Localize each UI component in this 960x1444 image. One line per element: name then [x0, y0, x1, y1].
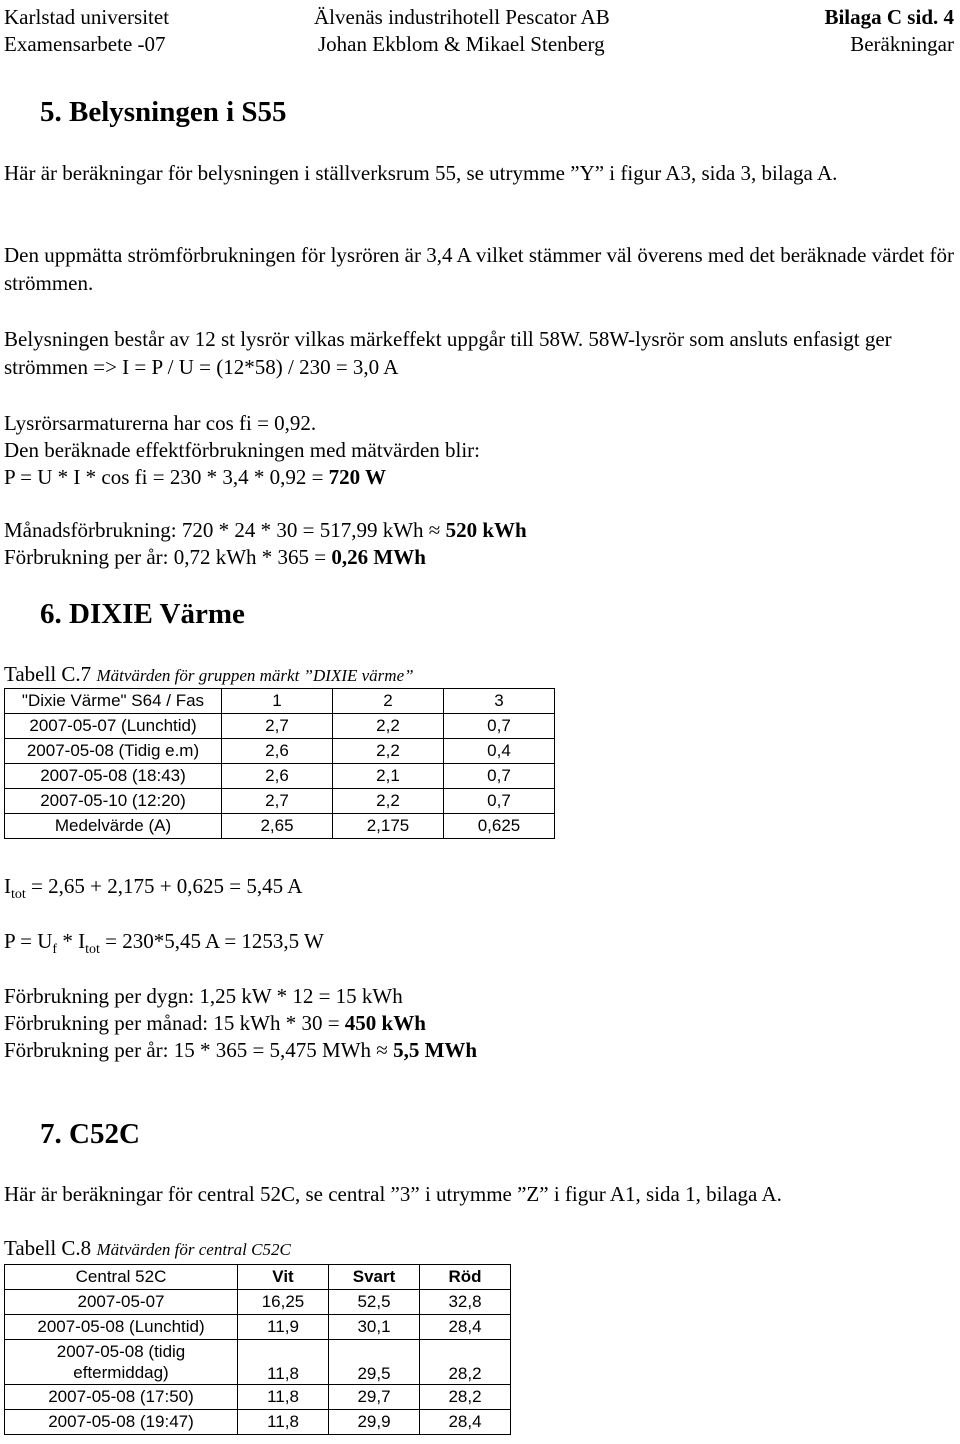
- section-5-yearly: Förbrukning per år: 0,72 kWh * 365 = 0,26 MWh: [4, 545, 426, 569]
- header-authors: Johan Ekblom & Mikael Stenberg: [318, 32, 605, 56]
- table-cell: Vit: [238, 1265, 329, 1290]
- table-cell: 11,8: [238, 1410, 329, 1435]
- section-7-title: 7. C52C: [40, 1118, 140, 1150]
- table-row: [5, 1385, 511, 1410]
- table-row: [5, 1265, 511, 1290]
- header-appendix: Bilaga C sid. 4: [824, 5, 954, 29]
- table-cell: Medelvärde (A): [5, 814, 222, 839]
- table-row: [5, 1410, 511, 1435]
- table-cell: 52,5: [329, 1290, 420, 1315]
- table-cell: 30,1: [329, 1315, 420, 1340]
- table-row: [5, 714, 555, 739]
- table-cell: 2,175: [333, 814, 444, 839]
- section-5-paragraph-2: Den uppmätta strömförbrukningen för lysrören är 3,4 A vilket stämmer väl överens med det beräknade värdet för strömmen.: [4, 243, 954, 295]
- table-cell: 0,7: [444, 714, 555, 739]
- table-cell: Svart: [329, 1265, 420, 1290]
- table-cell: 28,2: [420, 1385, 511, 1410]
- table-cell: 0,625: [444, 814, 555, 839]
- table-cell: 2,2: [333, 739, 444, 764]
- power-formula: $P = U_f * I_{tot} = 230*5,45$ A = 1253,5 W: [4, 929, 324, 957]
- table-cell: 1: [222, 689, 333, 714]
- table-cell: 2,2: [333, 714, 444, 739]
- table-cell: 2007-05-08 (Lunchtid): [5, 1315, 238, 1340]
- table-cell: 2: [333, 689, 444, 714]
- header-thesis: Examensarbete -07: [4, 32, 166, 56]
- table-cell: 28,4: [420, 1410, 511, 1435]
- table-row: [5, 764, 555, 789]
- section-5-paragraph-3: Belysningen består av 12 st lysrör vilkas märkeffekt uppgår till 58W. 58W-lysrör som ansluts enfasigt ger strömmen => I = P / U = (12*58) / 230 = 3,0 A: [4, 327, 892, 379]
- header-company: Älvenäs industrihotell Pescator AB: [314, 5, 610, 29]
- section-5-cosfi: Lysrörsarmaturerna har cos fi = 0,92.: [4, 411, 317, 435]
- table-cell: 2007-05-08 (18:43): [5, 764, 222, 789]
- table-cell: 29,5: [329, 1340, 420, 1385]
- table-cell: 2007-05-08 (tidig eftermiddag): [5, 1340, 238, 1385]
- section-5-power-calc: P = U * I * cos fi = 230 * 3,4 * 0,92 = 720 W: [4, 465, 387, 489]
- table-cell: 2007-05-08 (19:47): [5, 1410, 238, 1435]
- table-cell: 2,2: [333, 789, 444, 814]
- table-cell: 0,7: [444, 789, 555, 814]
- table-cell: 32,8: [420, 1290, 511, 1315]
- table-cell: 2007-05-07: [5, 1290, 238, 1315]
- table-cell: 28,2: [420, 1340, 511, 1385]
- table-cell: 11,8: [238, 1385, 329, 1410]
- table-cell: 28,4: [420, 1315, 511, 1340]
- table-cell: 2007-05-07 (Lunchtid): [5, 714, 222, 739]
- table-cell: Röd: [420, 1265, 511, 1290]
- table-cell: 2,6: [222, 739, 333, 764]
- table-cell: 2007-05-10 (12:20): [5, 789, 222, 814]
- table-cell: 2007-05-08 (Tidig e.m): [5, 739, 222, 764]
- table-cell: 2007-05-08 (17:50): [5, 1385, 238, 1410]
- table-row: [5, 1290, 511, 1315]
- table-cell: 11,9: [238, 1315, 329, 1340]
- itot-formula: $I_{tot} = 2,65 + 2,175 + 0,625 = 5,45$ A: [4, 874, 303, 902]
- section-5-calc-intro: Den beräknade effektförbrukningen med mätvärden blir:: [4, 438, 481, 462]
- table-cell: 2,7: [222, 789, 333, 814]
- table-cell: Central 52C: [5, 1265, 238, 1290]
- consumption-year: Förbrukning per år: 15 * 365 = 5,475 MWh ≈ 5,5 MWh: [4, 1038, 478, 1062]
- consumption-month: Förbrukning per månad: 15 kWh * 30 = 450 kWh: [4, 1011, 426, 1035]
- section-6-title: 6. DIXIE Värme: [40, 598, 245, 630]
- header-university: Karlstad universitet: [4, 5, 170, 29]
- table-cell: 2,1: [333, 764, 444, 789]
- table-row: [5, 739, 555, 764]
- table-cell: "Dixie Värme" S64 / Fas: [5, 689, 222, 714]
- table-c8-caption: Tabell C.8 Mätvärden för central C52C: [4, 1236, 291, 1260]
- table-cell: 2,6: [222, 764, 333, 789]
- table-row: [5, 814, 555, 839]
- table-c7-caption: Tabell C.7 Mätvärden för gruppen märkt ”DIXIE värme”: [4, 662, 414, 686]
- table-cell: 29,7: [329, 1385, 420, 1410]
- table-c7: [4, 688, 555, 839]
- table-cell: 11,8: [238, 1340, 329, 1385]
- table-cell: 0,4: [444, 739, 555, 764]
- section-5-monthly: Månadsförbrukning: 720 * 24 * 30 = 517,99 kWh ≈ 520 kWh: [4, 518, 527, 542]
- table-row: [5, 689, 555, 714]
- section-7-paragraph: Här är beräkningar för central 52C, se central ”3” i utrymme ”Z” i figur A1, sida 1, bilaga A.: [4, 1182, 782, 1206]
- table-cell: 3: [444, 689, 555, 714]
- table-c8: [4, 1264, 511, 1435]
- table-cell: 29,9: [329, 1410, 420, 1435]
- table-row: [5, 1315, 511, 1340]
- table-cell: 0,7: [444, 764, 555, 789]
- section-5-paragraph-1: Här är beräkningar för belysningen i ställverksrum 55, se utrymme ”Y” i figur A3, sida 3, bilaga A.: [4, 161, 838, 185]
- table-row: [5, 789, 555, 814]
- table-cell: 2,65: [222, 814, 333, 839]
- section-5-title: 5. Belysningen i S55: [40, 96, 287, 128]
- table-cell: 2,7: [222, 714, 333, 739]
- header-section: Beräkningar: [850, 32, 954, 56]
- table-row: [5, 1340, 511, 1385]
- consumption-day: Förbrukning per dygn: 1,25 kW * 12 = 15 kWh: [4, 984, 403, 1008]
- table-cell: 16,25: [238, 1290, 329, 1315]
